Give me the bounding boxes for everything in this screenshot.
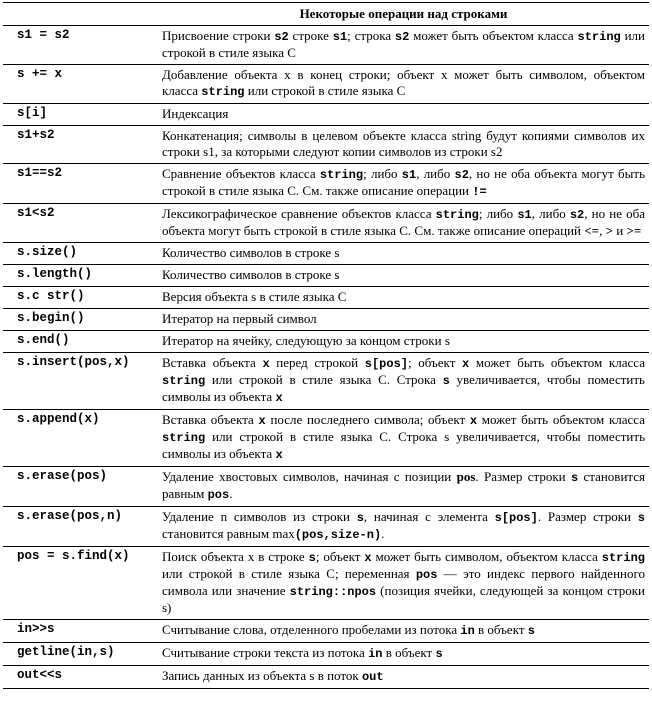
table-row	[3, 507, 649, 547]
code-fragment: in	[460, 624, 475, 638]
description-text: перед строкой	[269, 355, 365, 370]
code-fragment: x	[275, 391, 283, 405]
description-text: в объект	[474, 622, 528, 637]
description-text: после последнего символа; объект	[265, 412, 470, 427]
code-fragment: string	[162, 431, 206, 445]
description-text: Сравнение объектов класса	[162, 166, 320, 181]
code-fragment: s1	[332, 30, 348, 44]
description-text: Вставка объекта	[162, 355, 263, 370]
description-text: Поиск объекта x в строке	[162, 549, 309, 564]
code-fragment: s	[442, 374, 450, 388]
code-fragment: x	[469, 414, 478, 428]
operation-cell: s.erase(pos)	[3, 467, 158, 507]
description-text: — это индекс первого найденного символа или значение	[162, 566, 645, 598]
description-text: ; либо	[478, 206, 518, 221]
code-fragment: pos	[207, 488, 230, 502]
code-fragment: s[pos]	[494, 511, 538, 525]
description-cell	[158, 287, 649, 309]
code-fragment: string	[435, 208, 479, 222]
string-operations-table	[3, 2, 649, 689]
description-text: >	[605, 223, 613, 238]
description-text: Считывание строки текста из потока	[162, 645, 369, 660]
table-row	[3, 243, 649, 265]
code-fragment: s1	[401, 168, 417, 182]
table-row	[3, 547, 649, 620]
description-cell	[158, 243, 649, 265]
operation-cell: getline(in,s)	[3, 643, 158, 666]
description-cell	[158, 309, 649, 331]
operation-cell: s.end()	[3, 331, 158, 353]
code-fragment: string	[162, 374, 206, 388]
description-text: Лексикографическое сравнение объектов класса	[162, 206, 436, 221]
header-op-cell	[3, 3, 158, 26]
operation-cell: s.length()	[3, 265, 158, 287]
description-text: ; объект	[315, 549, 365, 564]
code-fragment: x	[262, 357, 270, 371]
table-row	[3, 265, 649, 287]
code-fragment: !=	[472, 185, 487, 199]
description-text: становится равным	[162, 469, 645, 501]
code-fragment: string::npos	[289, 585, 377, 599]
description-cell	[158, 265, 649, 287]
description-text: (позиция ячейки, следующей за концом строки s)	[162, 583, 646, 615]
description-cell	[158, 104, 649, 126]
table-row	[3, 353, 649, 410]
description-text: .	[381, 526, 385, 541]
description-text: или строкой в стиле языка C	[162, 28, 645, 60]
operation-cell: s1==s2	[3, 164, 158, 204]
description-text: или строкой в стиле языка C. Строка s увеличивается, чтобы поместить символы из объекта	[162, 429, 645, 461]
operation-cell: s1<s2	[3, 204, 158, 243]
code-fragment: s	[527, 624, 535, 638]
code-fragment: (pos,size-n)	[294, 528, 382, 542]
description-text: <=	[584, 223, 600, 238]
table-row	[3, 410, 649, 467]
code-fragment: s	[308, 551, 316, 565]
description-text: или строкой в стиле языка C; переменная	[162, 566, 416, 581]
code-fragment: out	[361, 670, 384, 684]
description-text: может быть объектом класса	[469, 355, 645, 370]
description-text: Добавление объекта x в конец строки; объект x может быть символом, объектом класса	[162, 67, 645, 98]
description-cell	[158, 410, 649, 467]
description-text: может быть символом, объектом класса	[371, 549, 602, 564]
description-text: и	[613, 223, 627, 238]
description-cell	[158, 126, 649, 164]
description-text: >=	[626, 223, 642, 238]
code-fragment: pos	[415, 568, 438, 582]
table-row	[3, 204, 649, 243]
description-text: может быть объектом класса	[477, 412, 645, 427]
table-body	[3, 26, 649, 689]
description-text: ; строка	[347, 28, 395, 43]
description-cell	[158, 666, 649, 689]
operation-cell: in>>s	[3, 620, 158, 643]
description-text: Запись данных из объекта s в поток	[162, 668, 362, 683]
description-text: Удаление n символов из строки	[162, 509, 357, 524]
operation-cell: s.erase(pos,n)	[3, 507, 158, 547]
description-text: увеличивается, чтобы поместить символы из объекта	[162, 372, 645, 404]
table-header-row	[3, 3, 649, 26]
operation-cell: s.begin()	[3, 309, 158, 331]
description-text: Версия объекта s в стиле языка C	[162, 289, 347, 304]
description-text: ,	[599, 223, 606, 238]
table-row	[3, 331, 649, 353]
code-fragment: string	[577, 30, 621, 44]
code-fragment: s1	[517, 208, 532, 222]
description-text: . Размер строки	[475, 469, 571, 484]
operation-cell: s.c str()	[3, 287, 158, 309]
description-text: Конкатенация; символы в целевом объекте класса string будут копиями символов их строки s1, за которыми следуют копии символов из строки s2	[162, 128, 645, 159]
code-fragment: s[pos]	[364, 357, 408, 371]
description-cell	[158, 507, 649, 547]
table-row	[3, 126, 649, 164]
description-cell	[158, 65, 649, 104]
table-title: Некоторые операции над строками	[158, 3, 649, 26]
description-text: Считывание слова, отделенного пробелами из потока	[162, 622, 461, 637]
code-fragment: s	[356, 511, 364, 525]
operation-cell: pos = s.find(x)	[3, 547, 158, 620]
description-text: Количество символов в строке s	[162, 267, 340, 282]
code-fragment: s	[637, 511, 645, 525]
description-text: или строкой в стиле языка C	[244, 83, 406, 98]
description-text: становится равным max	[162, 526, 295, 541]
operation-cell: s.insert(pos,x)	[3, 353, 158, 410]
table-row	[3, 164, 649, 204]
code-fragment: s2	[454, 168, 469, 182]
description-text: pos	[456, 469, 476, 484]
code-fragment: s2	[274, 30, 289, 44]
table-row	[3, 287, 649, 309]
description-text: . Размер строки	[537, 509, 638, 524]
description-text: или строкой в стиле языка C. Строка	[205, 372, 443, 387]
description-cell	[158, 164, 649, 204]
code-fragment: s2	[569, 208, 585, 222]
code-fragment: x	[364, 551, 372, 565]
description-text: в объект	[382, 645, 436, 660]
code-fragment: s	[570, 471, 579, 485]
description-text: , либо	[416, 166, 455, 181]
table-row	[3, 104, 649, 126]
description-text: Итератор на ячейку, следующую за концом строки s	[162, 333, 450, 348]
description-text: Количество символов в строке s	[162, 245, 340, 260]
description-cell	[158, 353, 649, 410]
code-fragment: x	[275, 448, 283, 462]
operation-cell: out<<s	[3, 666, 158, 689]
table-row	[3, 26, 649, 65]
code-fragment: string	[201, 85, 245, 99]
code-fragment: string	[601, 551, 645, 565]
table-row	[3, 666, 649, 689]
operations-table	[3, 3, 649, 688]
description-text: Итератор на первый символ	[162, 311, 317, 326]
description-text: Индексация	[162, 106, 229, 121]
description-cell	[158, 643, 649, 666]
operation-cell: s1+s2	[3, 126, 158, 164]
description-text: ; либо	[363, 166, 402, 181]
description-text: , но не оба объекта могут быть строкой в стиле языка C. См. также описание операций	[162, 206, 646, 238]
description-text: Вставка объекта	[162, 412, 259, 427]
description-cell	[158, 331, 649, 353]
description-text: .	[229, 486, 233, 501]
description-text: строке	[288, 28, 333, 43]
description-text: , начиная с элемента	[363, 509, 495, 524]
description-cell	[158, 26, 649, 65]
description-cell	[158, 467, 649, 507]
code-fragment: x	[462, 357, 470, 371]
operation-cell: s.size()	[3, 243, 158, 265]
table-row	[3, 467, 649, 507]
table-row	[3, 643, 649, 666]
operation-cell: s[i]	[3, 104, 158, 126]
description-cell	[158, 620, 649, 643]
table-row	[3, 309, 649, 331]
code-fragment: x	[258, 414, 266, 428]
operation-cell: s1 = s2	[17, 28, 70, 42]
code-fragment: string	[319, 168, 364, 182]
table-row	[3, 620, 649, 643]
code-fragment: in	[368, 647, 383, 661]
code-fragment: s	[435, 647, 443, 661]
description-text: , но не оба объекта могут быть строкой в стиле языка C. См. также описание операции	[162, 166, 646, 198]
description-text: , либо	[531, 206, 570, 221]
description-text: Удаление хвостовых символов, начиная с позиции	[162, 469, 457, 484]
description-text: Присвоение строки	[162, 28, 275, 43]
operation-cell: s.append(x)	[3, 410, 158, 467]
description-text: ; объект	[408, 355, 463, 370]
code-fragment: s2	[394, 30, 410, 44]
operation-cell: s += x	[3, 65, 158, 104]
table-row	[3, 65, 649, 104]
description-cell	[158, 204, 649, 243]
description-cell	[158, 547, 649, 620]
description-text: может быть объектом класса	[409, 28, 578, 43]
